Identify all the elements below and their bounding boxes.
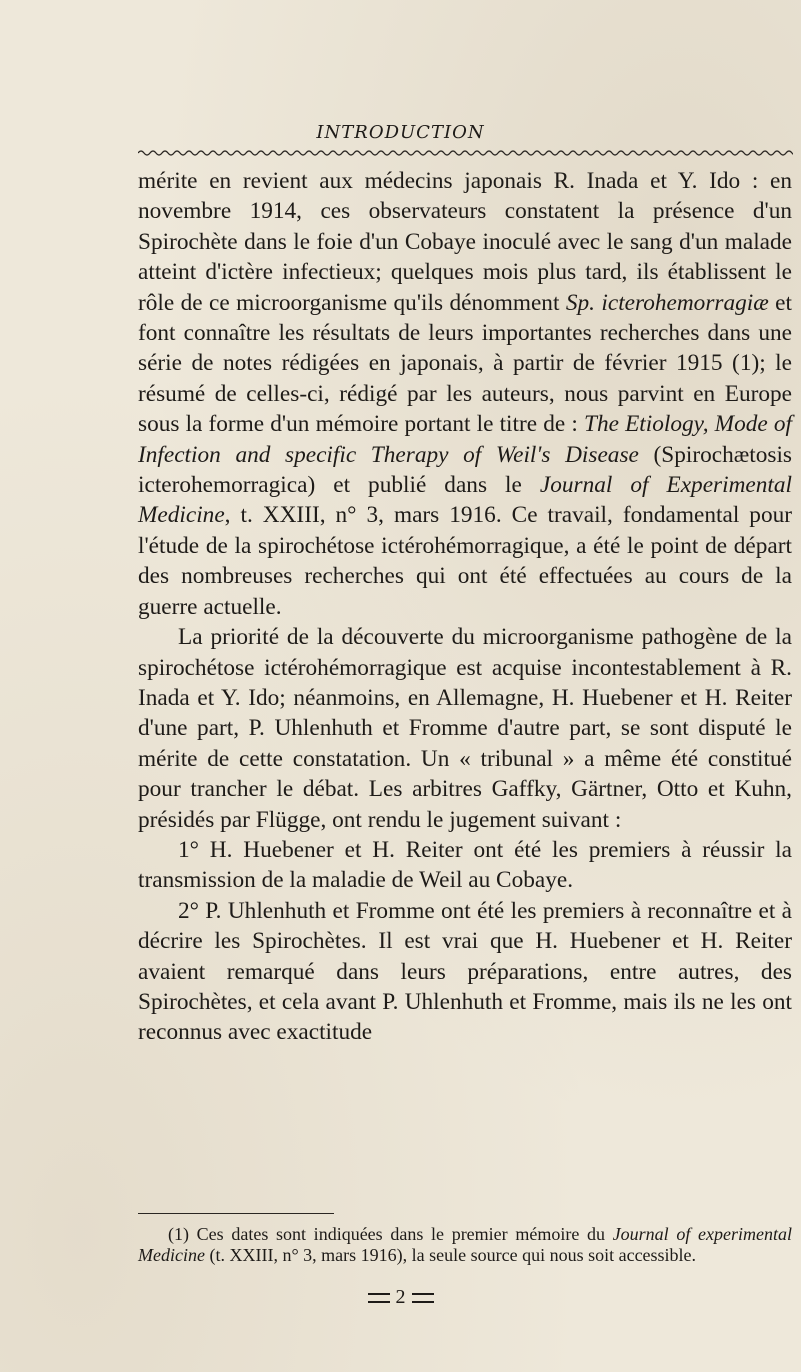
paragraph-1-text-d: , t. XXIII, n° 3, mars 1916. Ce travail, fondamental pour l'étude de la spirochétose ictérohémorragique, a été le point de départ des nombreuses recherches qui ont été effectuées au cours de la guerre actuelle. — [138, 502, 792, 620]
page-number: 2 — [395, 1286, 406, 1308]
footnote-journal: Journal of experimental Medicine — [138, 1224, 792, 1265]
footnote-text-a: (1) Ces dates sont indiquées dans le premier mémoire du — [168, 1224, 613, 1244]
paragraph-1-text-c: (Spirochætosis icterohemorragica) et publié dans le — [138, 441, 792, 499]
paragraph-4: 2° P. Uhlenhuth et Fromme ont été les premiers à reconnaître et à décrire les Spirochètes. Il est vrai que H. Huebener et H. Reiter avaient remarqué dans leurs préparations, entre autres, des Spirochètes, et cela avant P. Uhlenhuth et Fromme, mais ils ne les ont reconnus avec exactitude — [138, 897, 792, 1046]
cited-title: The Etiology, Mode of Infection and specific Therapy of Weil's Disease — [138, 411, 792, 468]
paragraph-1-text-b: et font connaître les résultats de leurs importantes recherches dans une série de notes rédigées en japonais, à partir de février 1915 (1); le résumé de celles-ci, rédigé par les auteurs, nous parvint en Europe sous la forme d'un mémoire portant le titre de : — [138, 289, 792, 438]
paragraph-3: 1° H. Huebener et H. Reiter ont été les premiers à réussir la transmission de la maladie de Weil au Cobaye. — [138, 836, 792, 894]
page-number-block — [0, 1286, 801, 1309]
paragraph-1-text-a: mérite en revient aux médecins japonais R. Inada et Y. Ido : en novembre 1914, ces observateurs constatent la présence d'un Spirochète dans le foie d'un Cobaye inoculé avec le sang d'un malade atteint d'ictère infectieux; quelques mois plus tard, ils établissent le rôle de ce microorganisme qu'ils dénomment — [138, 168, 792, 316]
footnote-text-b: (t. XXIII, n° 3, mars 1916), la seule source qui nous soit accessible. — [204, 1245, 697, 1265]
wavy-rule-ornament — [138, 148, 793, 158]
footnote — [138, 1224, 792, 1266]
ornament-dash-right — [412, 1293, 434, 1303]
paragraph-1 — [138, 166, 792, 622]
main-text — [138, 166, 792, 1048]
running-title: INTRODUCTION — [316, 122, 485, 143]
ornament-dash-left — [368, 1293, 390, 1303]
species-name: Sp. icterohemorragiæ — [565, 289, 769, 316]
journal-name: Journal of Experimental Medicine — [138, 472, 792, 529]
footnote-rule — [138, 1213, 334, 1214]
paragraph-2: La priorité de la découverte du microorganisme pathogène de la spirochétose ictérohémorragique est acquise incontestablement à R. Inada et Y. Ido; néanmoins, en Allemagne, H. Huebener et H. Reiter d'une part, P. Uhlenhuth et Fromme d'autre part, se sont disputé le mérite de cette constatation. Un « tribunal » a même été constitué pour trancher le débat. Les arbitres Gaffky, Gärtner, Otto et Kuhn, présidés par Flügge, ont rendu le jugement suivant : — [138, 624, 792, 833]
